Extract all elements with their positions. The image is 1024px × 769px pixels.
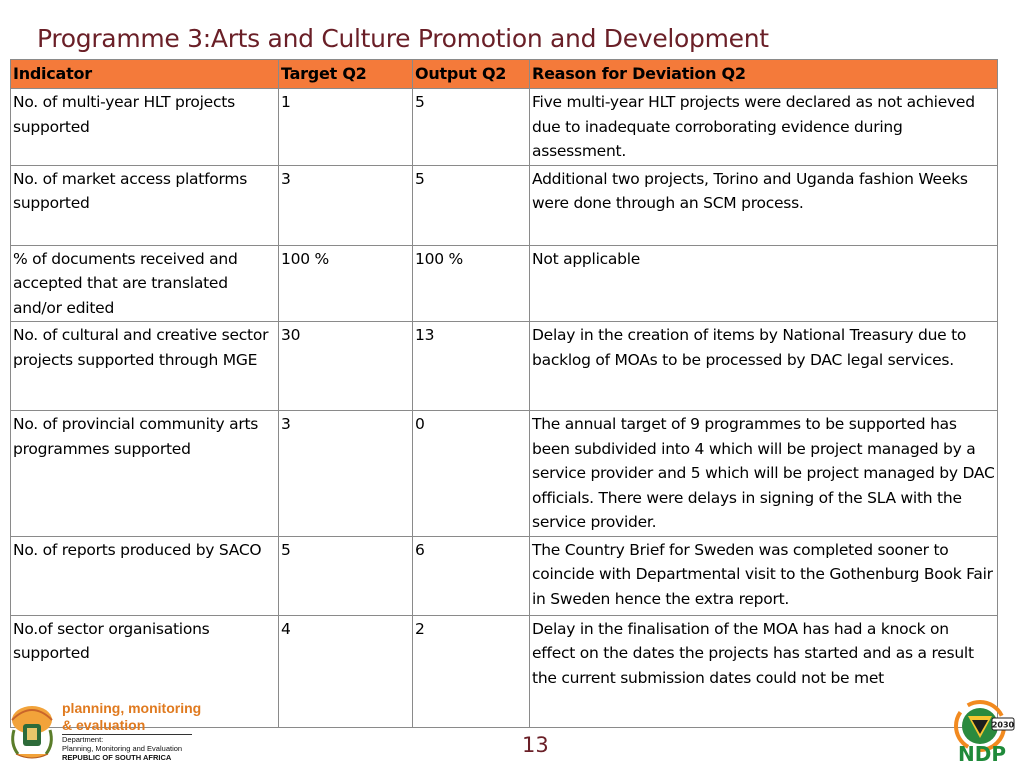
output-cell: 100 % — [413, 245, 530, 322]
table-row — [11, 411, 998, 537]
coat-of-arms-icon — [4, 700, 60, 766]
reason-cell: Delay in the finalisation of the MOA has had a knock on effect on the dates the projects has started and as a result the current submission dates could not be met — [530, 615, 998, 727]
table-header-row — [11, 60, 998, 89]
ndp-logo — [946, 698, 1018, 764]
table-row — [11, 245, 998, 322]
page-number: 13 — [522, 733, 549, 757]
indicator-cell: No.of sector organisations supported — [11, 615, 279, 727]
indicator-cell: % of documents received and accepted that are translated and/or edited — [11, 245, 279, 322]
target-cell: 1 — [279, 89, 413, 166]
reason-cell: Additional two projects, Torino and Uganda fashion Weeks were done through an SCM process. — [530, 165, 998, 245]
output-cell: 13 — [413, 322, 530, 411]
dept-line2: Planning, Monitoring and Evaluation — [62, 744, 183, 753]
target-cell: 100 % — [279, 245, 413, 322]
output-cell: 5 — [413, 165, 530, 245]
header-reason-q2: Reason for Deviation Q2 — [530, 60, 998, 89]
header-target-q2: Target Q2 — [279, 60, 413, 89]
target-cell: 3 — [279, 411, 413, 537]
indicator-cell: No. of reports produced by SACO — [11, 536, 279, 615]
reason-cell: The annual target of 9 programmes to be supported has been subdivided into 4 which will be project managed by a service provider and 5 which will be project managed by DAC officials. There were delays in signing of the SLA with the service provider. — [530, 411, 998, 537]
output-cell: 5 — [413, 89, 530, 166]
pme-line1: planning, monitoring — [62, 700, 202, 716]
dept-line3: REPUBLIC OF SOUTH AFRICA — [62, 753, 172, 762]
indicator-cell: No. of market access platforms supported — [11, 165, 279, 245]
reason-cell: Not applicable — [530, 245, 998, 322]
ndp-2030-icon — [946, 698, 1018, 764]
header-output-q2: Output Q2 — [413, 60, 530, 89]
indicator-cell: No. of cultural and creative sector projects supported through MGE — [11, 322, 279, 411]
department-label — [62, 735, 182, 762]
target-cell: 5 — [279, 536, 413, 615]
indicator-table — [10, 59, 998, 728]
target-cell: 30 — [279, 322, 413, 411]
ndp-text: NDP — [958, 742, 1006, 764]
pme-wordmark — [62, 700, 201, 734]
table-row — [11, 322, 998, 411]
table-row — [11, 165, 998, 245]
indicator-cell: No. of provincial community arts programmes supported — [11, 411, 279, 537]
table-row — [11, 536, 998, 615]
reason-cell: Five multi-year HLT projects were declared as not achieved due to inadequate corroborating evidence during assessment. — [530, 89, 998, 166]
pme-line2: & evaluation — [62, 717, 146, 733]
output-cell: 6 — [413, 536, 530, 615]
ndp-year: 2030 — [991, 720, 1015, 730]
slide-title: Programme 3:Arts and Culture Promotion and Development — [37, 24, 769, 53]
table-row — [11, 89, 998, 166]
output-cell: 0 — [413, 411, 530, 537]
reason-cell: The Country Brief for Sweden was completed sooner to coincide with Departmental visit to the Gothenburg Book Fair in Sweden hence the extra report. — [530, 536, 998, 615]
target-cell: 4 — [279, 615, 413, 727]
target-cell: 3 — [279, 165, 413, 245]
dept-line1: Department: — [62, 735, 104, 744]
reason-cell: Delay in the creation of items by National Treasury due to backlog of MOAs to be processed by DAC legal services. — [530, 322, 998, 411]
indicator-cell: No. of multi-year HLT projects supported — [11, 89, 279, 166]
header-indicator: Indicator — [11, 60, 279, 89]
output-cell: 2 — [413, 615, 530, 727]
